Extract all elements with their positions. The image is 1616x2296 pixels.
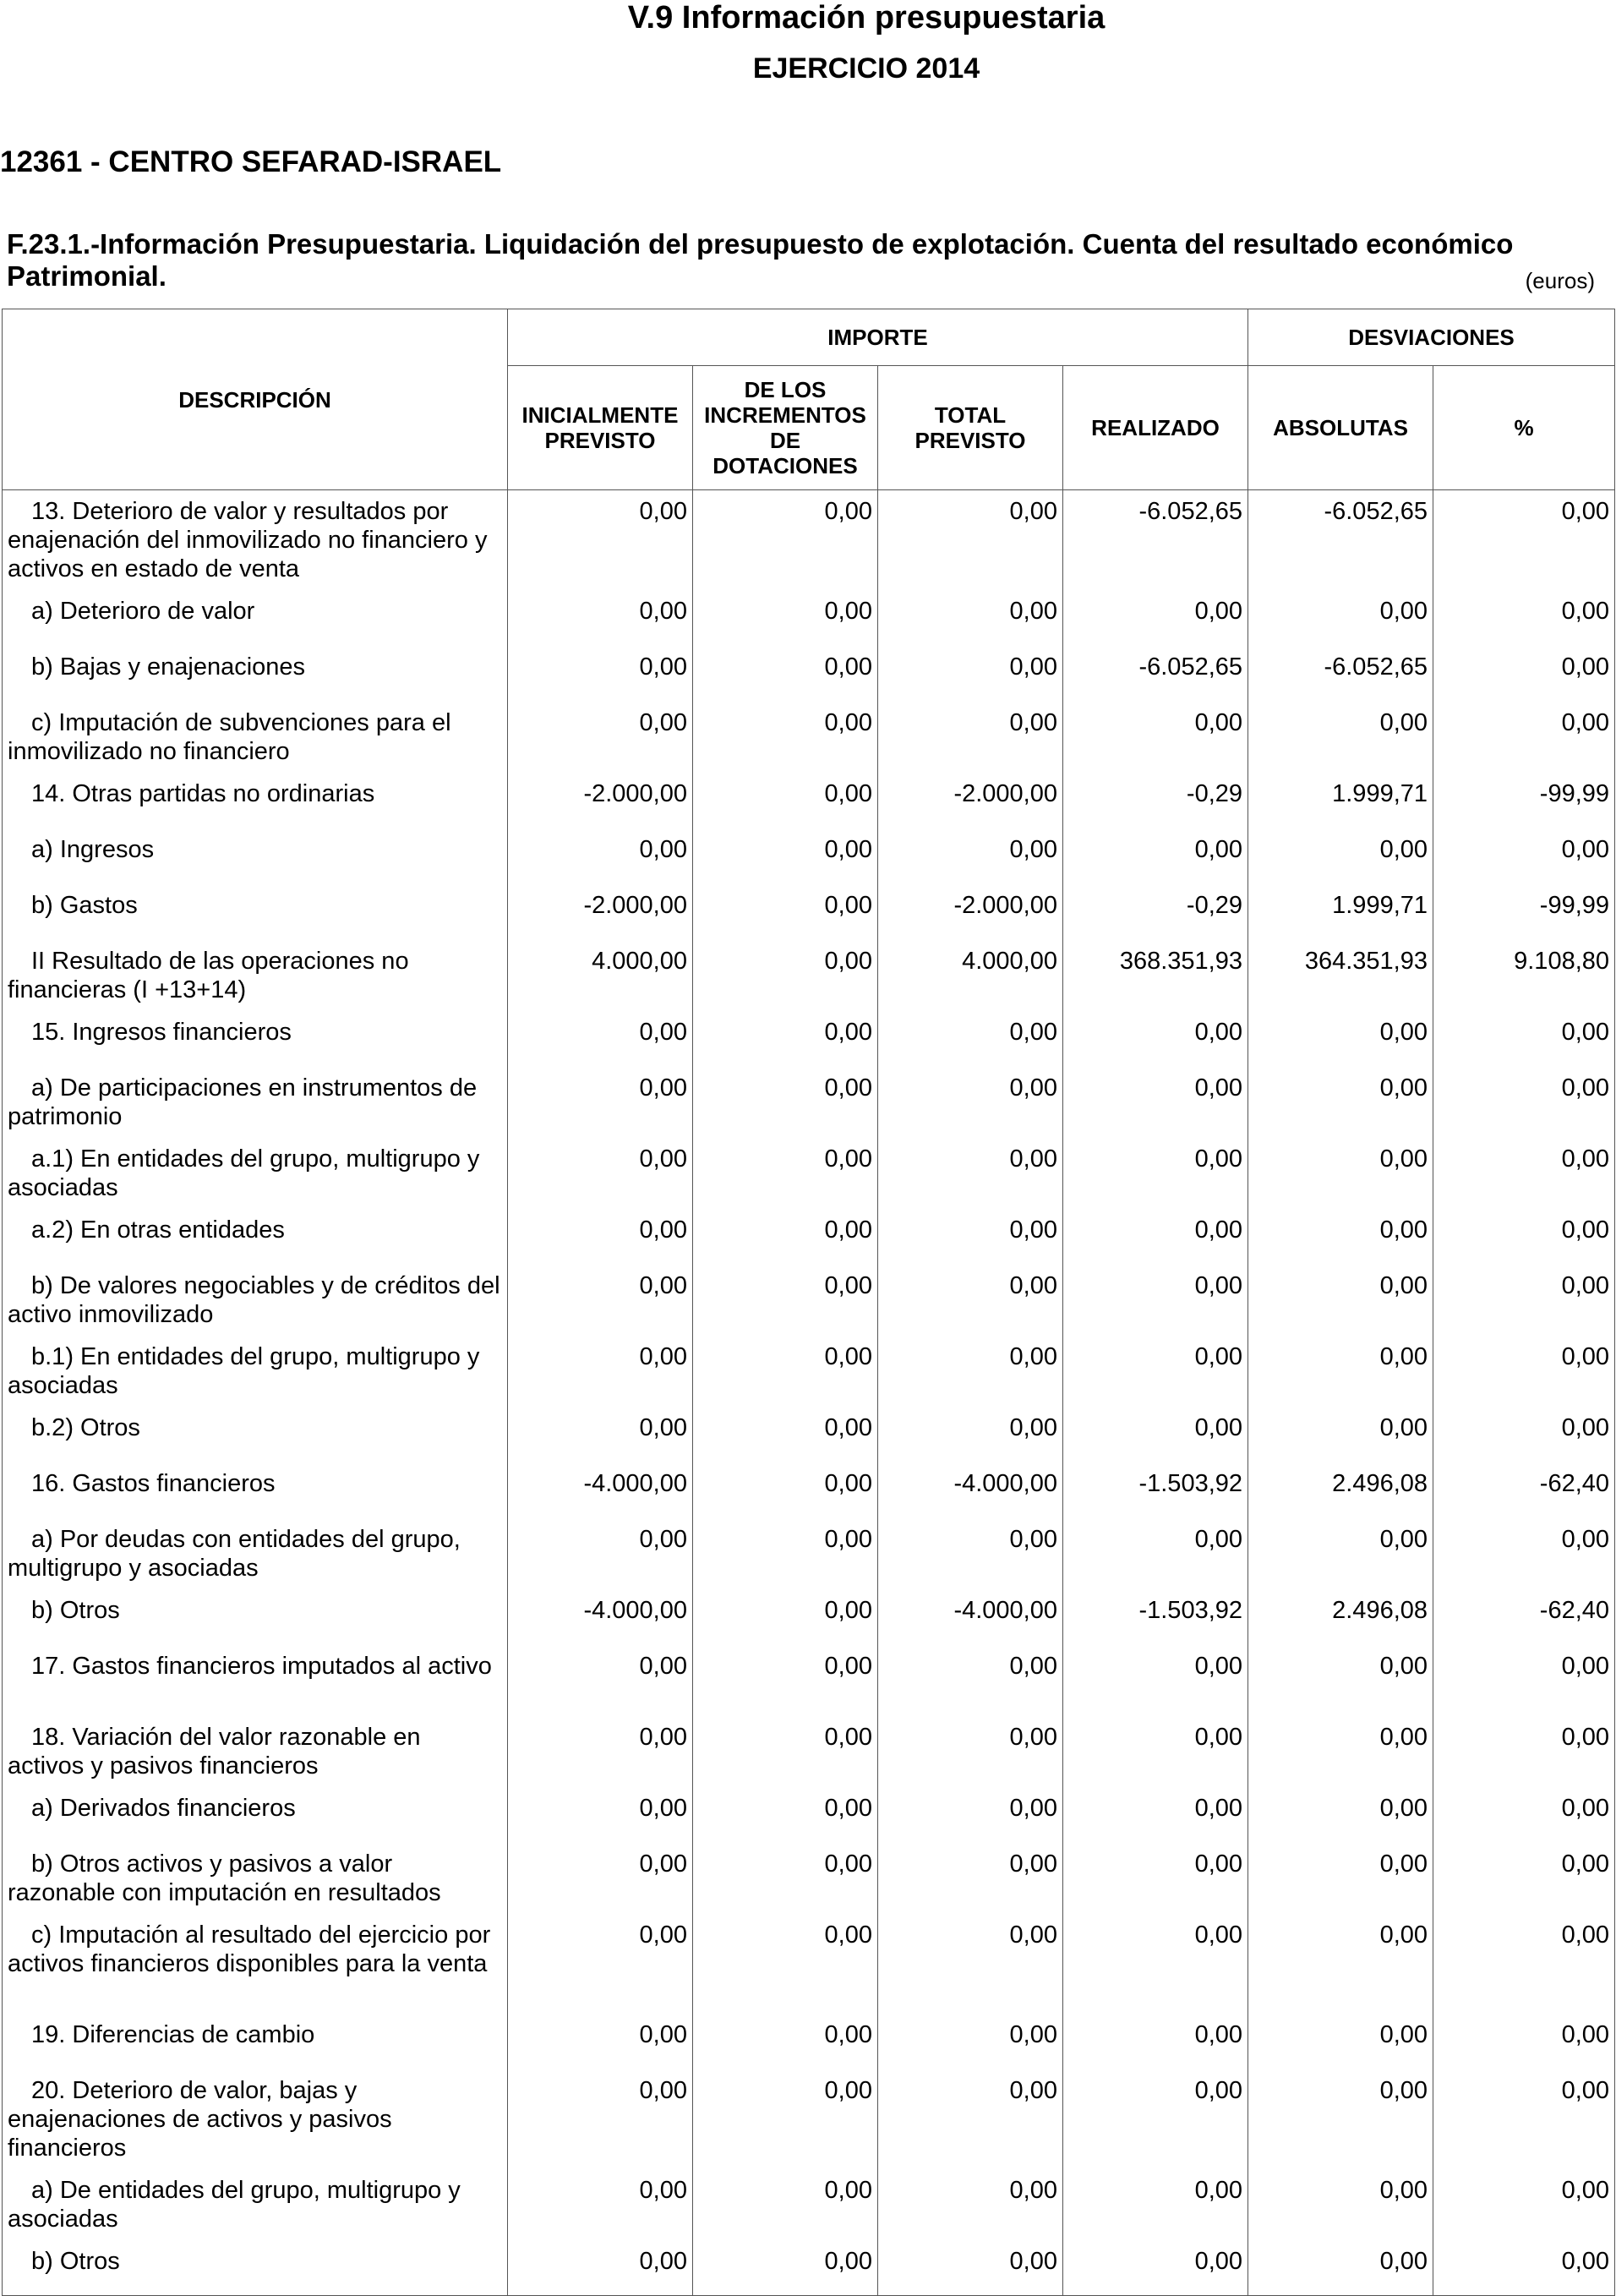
- description-continuation: asociadas: [8, 2205, 118, 2233]
- cell-incrementos-dotaciones: 0,00: [693, 828, 878, 884]
- cell-inicialmente-previsto: 0,00: [508, 1518, 693, 1589]
- description-first-line: II Resultado de las operaciones no: [31, 947, 409, 975]
- description-first-line: a) Deterioro de valor: [31, 597, 255, 625]
- cell-realizado: 0,00: [1063, 1645, 1248, 1716]
- table-row: [3, 702, 1615, 773]
- cell-incrementos-dotaciones: 0,00: [693, 1716, 878, 1787]
- cell-inicialmente-previsto: 0,00: [508, 490, 693, 590]
- cell-realizado: -0,29: [1063, 884, 1248, 940]
- cell-inicialmente-previsto: 0,00: [508, 1787, 693, 1843]
- row-description: [3, 1843, 508, 1914]
- cell-total-previsto: 0,00: [878, 1843, 1063, 1914]
- cell-porcentaje: 0,00: [1433, 828, 1615, 884]
- header-inicialmente-previsto: INICIALMENTE PREVISTO: [508, 366, 693, 490]
- table-row: [3, 1209, 1615, 1265]
- cell-realizado: 0,00: [1063, 2169, 1248, 2240]
- description-first-line: b.1) En entidades del grupo, multigrupo: [31, 1342, 461, 1370]
- cell-incrementos-dotaciones: 0,00: [693, 1518, 878, 1589]
- cell-incrementos-dotaciones: 0,00: [693, 1843, 878, 1914]
- cell-porcentaje: -99,99: [1433, 773, 1615, 828]
- cell-total-previsto: 0,00: [878, 490, 1063, 590]
- cell-porcentaje: 0,00: [1433, 1011, 1615, 1067]
- cell-incrementos-dotaciones: 0,00: [693, 1011, 878, 1067]
- cell-porcentaje: 0,00: [1433, 1716, 1615, 1787]
- description-first-line: c) Imputación al resultado del ejercicio: [31, 1921, 449, 1949]
- header-descripcion: DESCRIPCIÓN: [3, 309, 508, 490]
- cell-absolutas: 2.496,08: [1248, 1462, 1433, 1518]
- cell-total-previsto: 0,00: [878, 1209, 1063, 1265]
- row-description: [3, 1645, 508, 1716]
- cell-incrementos-dotaciones: 0,00: [693, 1138, 878, 1209]
- cell-realizado: 0,00: [1063, 1407, 1248, 1462]
- cell-realizado: 0,00: [1063, 1011, 1248, 1067]
- row-description: [3, 646, 508, 702]
- description-first-line: c) Imputación de subvenciones para el: [31, 708, 451, 736]
- cell-inicialmente-previsto: -4.000,00: [508, 1462, 693, 1518]
- cell-realizado: 0,00: [1063, 2014, 1248, 2069]
- cell-incrementos-dotaciones: 0,00: [693, 2014, 878, 2069]
- row-description: [3, 1067, 508, 1138]
- cell-total-previsto: 0,00: [878, 1067, 1063, 1138]
- cell-realizado: -6.052,65: [1063, 490, 1248, 590]
- page-title: V.9 Información presupuestaria: [627, 0, 1106, 36]
- cell-realizado: 0,00: [1063, 1518, 1248, 1589]
- cell-realizado: 0,00: [1063, 1067, 1248, 1138]
- cell-total-previsto: 0,00: [878, 1336, 1063, 1407]
- cell-incrementos-dotaciones: 0,00: [693, 1336, 878, 1407]
- description-first-line: a.2) En otras entidades: [31, 1216, 285, 1244]
- cell-realizado: 0,00: [1063, 590, 1248, 646]
- cell-incrementos-dotaciones: 0,00: [693, 1067, 878, 1138]
- table-row: [3, 1265, 1615, 1336]
- cell-incrementos-dotaciones: 0,00: [693, 590, 878, 646]
- cell-inicialmente-previsto: 0,00: [508, 1209, 693, 1265]
- table-row: [3, 884, 1615, 940]
- description-first-line: b) Otros: [31, 2247, 120, 2275]
- cell-incrementos-dotaciones: 0,00: [693, 1589, 878, 1645]
- cell-incrementos-dotaciones: 0,00: [693, 884, 878, 940]
- description-first-line: b) Gastos: [31, 891, 138, 919]
- row-description: [3, 1336, 508, 1407]
- cell-absolutas: 0,00: [1248, 1914, 1433, 2014]
- cell-total-previsto: 4.000,00: [878, 940, 1063, 1011]
- cell-inicialmente-previsto: -2.000,00: [508, 773, 693, 828]
- header-absolutas: ABSOLUTAS: [1248, 366, 1433, 490]
- cell-realizado: 0,00: [1063, 1209, 1248, 1265]
- cell-porcentaje: 0,00: [1433, 1336, 1615, 1407]
- cell-absolutas: 0,00: [1248, 1265, 1433, 1336]
- cell-porcentaje: 0,00: [1433, 1843, 1615, 1914]
- cell-total-previsto: 0,00: [878, 1716, 1063, 1787]
- cell-absolutas: 0,00: [1248, 828, 1433, 884]
- cell-total-previsto: 0,00: [878, 1011, 1063, 1067]
- table-row: [3, 1645, 1615, 1716]
- cell-incrementos-dotaciones: 0,00: [693, 1462, 878, 1518]
- cell-porcentaje: 9.108,80: [1433, 940, 1615, 1011]
- cell-porcentaje: 0,00: [1433, 2014, 1615, 2069]
- cell-inicialmente-previsto: 0,00: [508, 1843, 693, 1914]
- cell-realizado: 0,00: [1063, 2240, 1248, 2296]
- description-continuation: multigrupo y asociadas: [8, 1554, 259, 1582]
- table-row: [3, 2169, 1615, 2240]
- row-description: [3, 1716, 508, 1787]
- description-first-line: a) Derivados financieros: [31, 1794, 296, 1822]
- cell-absolutas: 0,00: [1248, 2014, 1433, 2069]
- cell-total-previsto: -2.000,00: [878, 884, 1063, 940]
- cell-total-previsto: 0,00: [878, 1787, 1063, 1843]
- cell-inicialmente-previsto: 0,00: [508, 2014, 693, 2069]
- cell-porcentaje: 0,00: [1433, 1265, 1615, 1336]
- table-row: [3, 2014, 1615, 2069]
- units-label: (euros): [1525, 268, 1595, 293]
- cell-incrementos-dotaciones: 0,00: [693, 1914, 878, 2014]
- cell-incrementos-dotaciones: 0,00: [693, 702, 878, 773]
- cell-total-previsto: 0,00: [878, 1407, 1063, 1462]
- row-description: [3, 590, 508, 646]
- description-continuation: inmovilizado no financiero: [8, 737, 290, 765]
- cell-porcentaje: 0,00: [1433, 490, 1615, 590]
- description-continuation: financieras (I +13+14): [8, 976, 247, 1003]
- cell-absolutas: 0,00: [1248, 1067, 1433, 1138]
- cell-porcentaje: 0,00: [1433, 1067, 1615, 1138]
- row-description: [3, 1138, 508, 1209]
- cell-total-previsto: 0,00: [878, 2169, 1063, 2240]
- description-first-line: 13. Deterioro de valor y resultados por: [31, 498, 449, 525]
- cell-inicialmente-previsto: 0,00: [508, 2069, 693, 2169]
- cell-absolutas: 0,00: [1248, 1518, 1433, 1589]
- cell-porcentaje: -62,40: [1433, 1462, 1615, 1518]
- header-total-previsto: TOTAL PREVISTO: [878, 366, 1063, 490]
- cell-absolutas: 0,00: [1248, 1209, 1433, 1265]
- cell-absolutas: 0,00: [1248, 702, 1433, 773]
- cell-inicialmente-previsto: 0,00: [508, 646, 693, 702]
- description-first-line: a.1) En entidades del grupo, multigrupo: [31, 1145, 461, 1173]
- cell-realizado: 0,00: [1063, 1914, 1248, 2014]
- cell-incrementos-dotaciones: 0,00: [693, 646, 878, 702]
- cell-absolutas: -6.052,65: [1248, 490, 1433, 590]
- cell-total-previsto: 0,00: [878, 1265, 1063, 1336]
- cell-porcentaje: 0,00: [1433, 1914, 1615, 2014]
- cell-absolutas: 0,00: [1248, 1716, 1433, 1787]
- row-description: [3, 1462, 508, 1518]
- cell-absolutas: 0,00: [1248, 590, 1433, 646]
- table-row: [3, 828, 1615, 884]
- table-row: [3, 490, 1615, 590]
- cell-porcentaje: 0,00: [1433, 1787, 1615, 1843]
- cell-realizado: 0,00: [1063, 1265, 1248, 1336]
- table-row: [3, 646, 1615, 702]
- row-description: [3, 2014, 508, 2069]
- description-first-line: 16. Gastos financieros: [31, 1469, 276, 1497]
- cell-porcentaje: 0,00: [1433, 1645, 1615, 1716]
- cell-absolutas: 0,00: [1248, 2069, 1433, 2169]
- description-first-line: b) Otros: [31, 1596, 120, 1624]
- cell-absolutas: 0,00: [1248, 1787, 1433, 1843]
- cell-incrementos-dotaciones: 0,00: [693, 1787, 878, 1843]
- description-continuation: enajenación del inmovilizado no financiero y activos en estado de venta: [8, 527, 488, 582]
- row-description: [3, 940, 508, 1011]
- cell-inicialmente-previsto: 0,00: [508, 2240, 693, 2296]
- description-continuation: y asociadas: [8, 1342, 480, 1399]
- table-row: [3, 2069, 1615, 2169]
- table-row: [3, 1843, 1615, 1914]
- cell-incrementos-dotaciones: 0,00: [693, 1209, 878, 1265]
- cell-incrementos-dotaciones: 0,00: [693, 940, 878, 1011]
- description-first-line: 15. Ingresos financieros: [31, 1018, 292, 1046]
- description-first-line: b) Otros activos y pasivos a valor: [31, 1850, 393, 1878]
- cell-porcentaje: 0,00: [1433, 646, 1615, 702]
- table-row: [3, 1011, 1615, 1067]
- row-description: [3, 1209, 508, 1265]
- cell-realizado: -0,29: [1063, 773, 1248, 828]
- cell-absolutas: 0,00: [1248, 1407, 1433, 1462]
- description-first-line: a) De participaciones en instrumentos: [31, 1074, 443, 1102]
- cell-incrementos-dotaciones: 0,00: [693, 773, 878, 828]
- cell-inicialmente-previsto: 0,00: [508, 1407, 693, 1462]
- cell-total-previsto: 0,00: [878, 1138, 1063, 1209]
- cell-realizado: 0,00: [1063, 1716, 1248, 1787]
- description-first-line: b) Bajas y enajenaciones: [31, 653, 306, 681]
- cell-incrementos-dotaciones: 0,00: [693, 1407, 878, 1462]
- description-first-line: b) De valores negociables y de créditos: [31, 1271, 461, 1299]
- cell-absolutas: 0,00: [1248, 1138, 1433, 1209]
- cell-total-previsto: 0,00: [878, 1645, 1063, 1716]
- table-row: [3, 1589, 1615, 1645]
- cell-realizado: 0,00: [1063, 828, 1248, 884]
- cell-total-previsto: 0,00: [878, 590, 1063, 646]
- cell-porcentaje: 0,00: [1433, 702, 1615, 773]
- cell-absolutas: 0,00: [1248, 1645, 1433, 1716]
- row-description: [3, 1011, 508, 1067]
- cell-incrementos-dotaciones: 0,00: [693, 1645, 878, 1716]
- description-first-line: a) Por deudas con entidades del grupo,: [31, 1525, 461, 1553]
- cell-inicialmente-previsto: 0,00: [508, 590, 693, 646]
- cell-porcentaje: 0,00: [1433, 1209, 1615, 1265]
- cell-inicialmente-previsto: 0,00: [508, 1716, 693, 1787]
- row-description: [3, 2069, 508, 2169]
- description-first-line: 18. Variación del valor razonable en: [31, 1723, 421, 1751]
- row-description: [3, 2169, 508, 2240]
- cell-total-previsto: 0,00: [878, 646, 1063, 702]
- cell-realizado: 0,00: [1063, 1843, 1248, 1914]
- section-title: F.23.1.-Información Presupuestaria. Liquidación del presupuesto de explotación. Cuenta del resultado económico Patrimonial.: [7, 228, 1514, 292]
- description-first-line: 19. Diferencias de cambio: [31, 2020, 315, 2048]
- description-first-line: b.2) Otros: [31, 1413, 140, 1441]
- cell-total-previsto: 0,00: [878, 1518, 1063, 1589]
- table-row: [3, 1787, 1615, 1843]
- cell-absolutas: 364.351,93: [1248, 940, 1433, 1011]
- cell-absolutas: 0,00: [1248, 1843, 1433, 1914]
- header-incrementos-dotaciones: DE LOS INCREMENTOS DE DOTACIONES: [693, 366, 878, 490]
- cell-inicialmente-previsto: 0,00: [508, 2169, 693, 2240]
- cell-total-previsto: -4.000,00: [878, 1462, 1063, 1518]
- row-description: [3, 1589, 508, 1645]
- header-importe: IMPORTE: [508, 309, 1248, 366]
- cell-total-previsto: 0,00: [878, 828, 1063, 884]
- cell-porcentaje: 0,00: [1433, 1407, 1615, 1462]
- header-realizado: REALIZADO: [1063, 366, 1248, 490]
- row-description: [3, 702, 508, 773]
- budget-table: [2, 309, 1615, 2296]
- cell-inicialmente-previsto: 0,00: [508, 1914, 693, 2014]
- row-description: [3, 828, 508, 884]
- cell-porcentaje: 0,00: [1433, 1518, 1615, 1589]
- description-first-line: 14. Otras partidas no ordinarias: [31, 779, 375, 807]
- cell-inicialmente-previsto: 0,00: [508, 1645, 693, 1716]
- cell-total-previsto: 0,00: [878, 2069, 1063, 2169]
- row-description: [3, 1518, 508, 1589]
- cell-inicialmente-previsto: 0,00: [508, 828, 693, 884]
- cell-porcentaje: 0,00: [1433, 1138, 1615, 1209]
- table-row: [3, 1462, 1615, 1518]
- description-continuation: activos y pasivos financieros: [8, 1752, 319, 1779]
- cell-inicialmente-previsto: -4.000,00: [508, 1589, 693, 1645]
- cell-inicialmente-previsto: 4.000,00: [508, 940, 693, 1011]
- row-description: [3, 1787, 508, 1843]
- cell-incrementos-dotaciones: 0,00: [693, 2240, 878, 2296]
- description-continuation: y asociadas: [8, 1145, 480, 1201]
- row-description: [3, 773, 508, 828]
- cell-total-previsto: 0,00: [878, 2240, 1063, 2296]
- cell-porcentaje: 0,00: [1433, 2069, 1615, 2169]
- cell-absolutas: 0,00: [1248, 1011, 1433, 1067]
- fiscal-year-subtitle: EJERCICIO 2014: [752, 52, 980, 85]
- cell-realizado: -1.503,92: [1063, 1462, 1248, 1518]
- cell-realizado: 0,00: [1063, 2069, 1248, 2169]
- table-row: [3, 590, 1615, 646]
- cell-realizado: 0,00: [1063, 1138, 1248, 1209]
- cell-realizado: 0,00: [1063, 1336, 1248, 1407]
- cell-absolutas: 2.496,08: [1248, 1589, 1433, 1645]
- cell-absolutas: -6.052,65: [1248, 646, 1433, 702]
- cell-incrementos-dotaciones: 0,00: [693, 2169, 878, 2240]
- row-description: [3, 2240, 508, 2296]
- cell-absolutas: 0,00: [1248, 2240, 1433, 2296]
- cell-incrementos-dotaciones: 0,00: [693, 1265, 878, 1336]
- row-description: [3, 884, 508, 940]
- table-row: [3, 1407, 1615, 1462]
- row-description: [3, 490, 508, 590]
- description-continuation: enajenaciones de activos y pasivos financieros: [8, 2105, 392, 2162]
- description-continuation: activo: [428, 1652, 492, 1680]
- table-row: [3, 1067, 1615, 1138]
- cell-realizado: -6.052,65: [1063, 646, 1248, 702]
- cell-inicialmente-previsto: 0,00: [508, 1011, 693, 1067]
- row-description: [3, 1914, 508, 2014]
- cell-total-previsto: -4.000,00: [878, 1589, 1063, 1645]
- cell-absolutas: 0,00: [1248, 1336, 1433, 1407]
- cell-inicialmente-previsto: 0,00: [508, 1067, 693, 1138]
- cell-realizado: 0,00: [1063, 1787, 1248, 1843]
- cell-absolutas: 0,00: [1248, 2169, 1433, 2240]
- cell-realizado: -1.503,92: [1063, 1589, 1248, 1645]
- cell-absolutas: 1.999,71: [1248, 884, 1433, 940]
- description-continuation: razonable con imputación en resultados: [8, 1878, 441, 1906]
- table-row: [3, 940, 1615, 1011]
- header-porcentaje: %: [1433, 366, 1615, 490]
- cell-absolutas: 1.999,71: [1248, 773, 1433, 828]
- table-row: [3, 1138, 1615, 1209]
- entity-heading: 12361 - CENTRO SEFARAD-ISRAEL: [0, 145, 502, 178]
- table-row: [3, 1336, 1615, 1407]
- cell-inicialmente-previsto: 0,00: [508, 1336, 693, 1407]
- cell-total-previsto: 0,00: [878, 1914, 1063, 2014]
- cell-porcentaje: -62,40: [1433, 1589, 1615, 1645]
- header-desviaciones: DESVIACIONES: [1248, 309, 1615, 366]
- table-row: [3, 2240, 1615, 2296]
- description-first-line: a) Ingresos: [31, 835, 155, 863]
- cell-inicialmente-previsto: 0,00: [508, 702, 693, 773]
- row-description: [3, 1265, 508, 1336]
- cell-incrementos-dotaciones: 0,00: [693, 490, 878, 590]
- cell-inicialmente-previsto: -2.000,00: [508, 884, 693, 940]
- cell-realizado: 0,00: [1063, 702, 1248, 773]
- cell-total-previsto: -2.000,00: [878, 773, 1063, 828]
- cell-porcentaje: 0,00: [1433, 2169, 1615, 2240]
- description-first-line: 17. Gastos financieros imputados al: [31, 1652, 422, 1680]
- cell-inicialmente-previsto: 0,00: [508, 1265, 693, 1336]
- table-row: [3, 1716, 1615, 1787]
- cell-total-previsto: 0,00: [878, 2014, 1063, 2069]
- row-description: [3, 1407, 508, 1462]
- description-continuation: por activos financieros disponibles para la venta: [8, 1921, 491, 1977]
- table-body: [3, 490, 1615, 2296]
- cell-realizado: 368.351,93: [1063, 940, 1248, 1011]
- description-continuation: del activo inmovilizado: [8, 1271, 500, 1328]
- cell-inicialmente-previsto: 0,00: [508, 1138, 693, 1209]
- description-first-line: 20. Deterioro de valor, bajas y: [31, 2076, 358, 2104]
- cell-porcentaje: 0,00: [1433, 2240, 1615, 2296]
- table-row: [3, 1518, 1615, 1589]
- description-first-line: a) De entidades del grupo, multigrupo y: [31, 2176, 461, 2204]
- cell-total-previsto: 0,00: [878, 702, 1063, 773]
- cell-incrementos-dotaciones: 0,00: [693, 2069, 878, 2169]
- cell-porcentaje: 0,00: [1433, 590, 1615, 646]
- table-row: [3, 773, 1615, 828]
- table-row: [3, 1914, 1615, 2014]
- cell-porcentaje: -99,99: [1433, 884, 1615, 940]
- description-continuation: de patrimonio: [8, 1074, 478, 1130]
